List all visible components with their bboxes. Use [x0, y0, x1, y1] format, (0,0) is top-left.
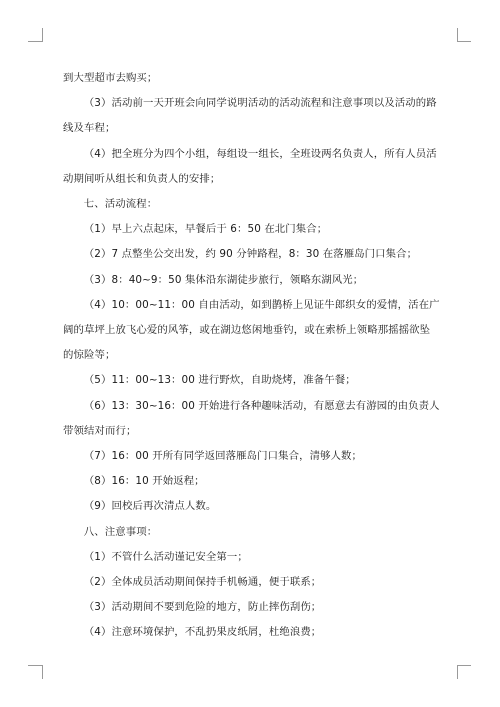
paragraph: （4）把全班分为四个小组，每组设一组长，全班设两名负责人，所有人员活动期间听从组长和负责人的安排； — [63, 147, 437, 185]
paragraph: （7）16：00 开所有同学返回落雁岛门口集合，清够人数； — [83, 450, 363, 463]
paragraph: （3）活动前一天开班会向同学说明活动的活动流程和注意事项以及活动的路线及车程； — [63, 97, 437, 135]
crop-mark-top-left-v — [42, 28, 43, 42]
paragraph: 到大型超市去购买； — [63, 72, 158, 84]
crop-mark-bottom-left — [28, 665, 42, 666]
paragraph: （3）活动期间不要到危险的地方，防止摔伤刮伤； — [83, 601, 322, 614]
crop-mark-top-left — [28, 41, 42, 42]
paragraph: （3）8：40~9：50 集体沿东湖徒步旅行，领略东湖风光； — [83, 273, 364, 286]
paragraph: （4）注意环境保护，不乱扔果皮纸屑，杜绝浪费； — [83, 626, 322, 639]
crop-mark-bottom-right — [457, 665, 471, 666]
paragraph: （9）回校后再次清点人数。 — [83, 500, 217, 513]
paragraph: （6）13：30~16：00 开始进行各种趣味活动，有愿意去有游园的由负责人带领结对而行； — [63, 399, 440, 437]
paragraph: （1）不管什么活动谨记安全第一； — [83, 550, 248, 563]
paragraph: （4）10：00~11：00 自由活动，如到鹊桥上见证牛郎织女的爱情，活在广阔的草坪上放飞心爱的风筝，或在湖边悠闲地垂钓，或在索桥上领略那摇摇欲坠的惊险等； — [63, 298, 440, 362]
paragraph: （8）16：10 开始返程； — [83, 475, 205, 488]
paragraph: （5）11：00~13：00 进行野炊，自助烧烤，准备午餐； — [83, 374, 356, 387]
document-body — [63, 66, 440, 646]
section-heading: 八、注意事项： — [83, 525, 158, 538]
crop-mark-top-right-v — [457, 28, 458, 42]
crop-mark-bottom-right-v — [457, 665, 458, 679]
crop-mark-bottom-left-v — [42, 665, 43, 679]
section-heading: 七、活动流程： — [83, 198, 158, 211]
paragraph: （2）7 点整坐公交出发，约 90 分钟路程，8：30 在落雁岛门口集合； — [83, 248, 418, 261]
paragraph: （1）早上六点起床，早餐后于 6：50 在北门集合； — [83, 223, 328, 236]
crop-mark-top-right — [457, 41, 471, 42]
paragraph: （2）全体成员活动期间保持手机畅通，便于联系； — [83, 576, 322, 589]
